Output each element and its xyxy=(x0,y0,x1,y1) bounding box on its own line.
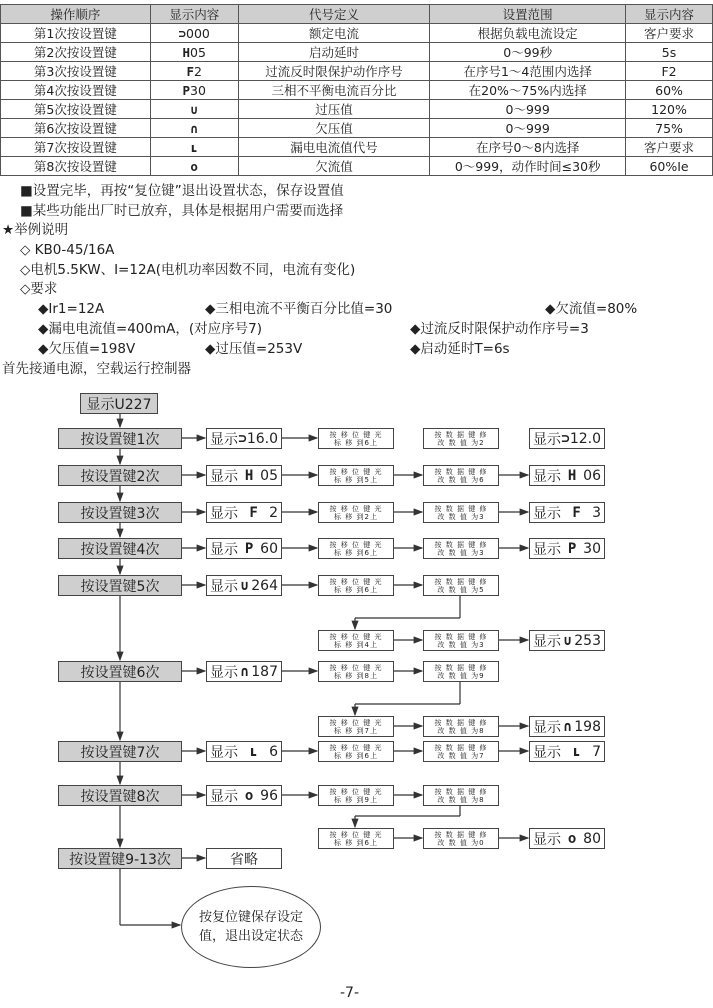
display-box: 显示 ∩ 187 xyxy=(206,661,282,682)
req-5: ◆过流反时限保护动作序号=3 xyxy=(410,321,589,337)
display-box: 显示 F 2 xyxy=(206,502,282,523)
result-display-box: 显示 ∪ 253 xyxy=(529,630,605,651)
end-line-1: 按复位键保存设定 xyxy=(198,910,303,925)
display-box: 显示 P 60 xyxy=(206,538,282,559)
shift-key-step: 按 移 位 键 光 标 移 到4上 xyxy=(318,630,394,651)
step-cell: 第1次按设置键 xyxy=(1,24,151,43)
req-4: ◆漏电电流值=400mA，(对应序号7) xyxy=(38,321,262,337)
data-key-step: 按 数 据 键 修 改 数 值 为6 xyxy=(423,465,499,486)
definition-cell: 启动延时 xyxy=(238,43,430,62)
header-definition: 代号定义 xyxy=(238,5,430,24)
req-6: ◆欠压值=198V xyxy=(38,341,136,357)
segment-code-icon: F xyxy=(249,504,258,521)
definition-cell: 漏电电流值代号 xyxy=(238,138,430,157)
display-cell: 客户要求 xyxy=(626,138,713,157)
step-cell: 第5次按设置键 xyxy=(1,100,151,119)
definition-cell: 过流反时限保护动作序号 xyxy=(238,62,430,81)
step-box: 按设置键5次 xyxy=(58,575,182,596)
step-box: 按设置键8次 xyxy=(58,785,182,806)
segment-code-icon: ∩ xyxy=(240,663,249,680)
segment-code-icon: H xyxy=(182,44,190,60)
shift-key-step: 按 移 位 键 光 标 移 到6上 xyxy=(318,741,394,762)
display-box: 显示 ⊃ 16.0 xyxy=(206,428,282,449)
definition-cell: 过压值 xyxy=(238,100,430,119)
segment-code-icon: ʟ xyxy=(249,743,258,760)
display-cell: 客户要求 xyxy=(626,24,713,43)
data-key-step: 按 数 据 键 修 改 数 值 为8 xyxy=(423,785,499,806)
shift-key-step: 按 移 位 键 光 标 移 到5上 xyxy=(318,465,394,486)
shift-key-step: 按 移 位 键 光 标 移 到6上 xyxy=(318,575,394,596)
data-key-step: 按 数 据 键 修 改 数 值 为7 xyxy=(423,741,499,762)
range-cell: 0～99秒 xyxy=(430,43,626,62)
data-key-step: 按 数 据 键 修 改 数 值 为9 xyxy=(423,661,499,682)
result-display-box: 显示 H 06 xyxy=(529,465,605,486)
display-cell: F2 xyxy=(626,62,713,81)
segment-code-icon: F xyxy=(572,504,581,521)
code-cell: F2 xyxy=(150,62,238,81)
segment-code-icon: F xyxy=(186,63,194,79)
segment-code-icon: H xyxy=(244,467,254,484)
result-display-box: 显示 ʟ 7 xyxy=(529,741,605,762)
display-box: 显示 H 05 xyxy=(206,465,282,486)
data-key-step: 按 数 据 键 修 改 数 值 为8 xyxy=(423,716,499,737)
req-2: ◆三相电流不平衡百分比值=30 xyxy=(205,301,393,317)
step-cell: 第8次按设置键 xyxy=(1,157,151,176)
shift-key-step: 按 移 位 键 光 标 移 到6上 xyxy=(318,828,394,849)
data-key-step: 按 数 据 键 修 改 数 值 为0 xyxy=(423,828,499,849)
segment-code-icon: ∪ xyxy=(190,101,198,117)
example-title: ★举例说明 xyxy=(2,222,69,238)
step-cell: 第2次按设置键 xyxy=(1,43,151,62)
header-code: 显示内容 xyxy=(150,5,238,24)
result-display-box: 显示 ⊃ 12.0 xyxy=(529,428,605,449)
range-cell: 0～999 xyxy=(430,119,626,138)
segment-code-icon: o xyxy=(190,158,198,174)
definition-cell: 欠压值 xyxy=(238,119,430,138)
definition-cell: 三相不平衡电流百分比 xyxy=(238,81,430,100)
segment-code-icon: ∩ xyxy=(190,120,198,136)
step-cell: 第6次按设置键 xyxy=(1,119,151,138)
motor: ◇电机5.5KW、I=12A(电机功率因数不同，电流有变化) xyxy=(20,262,356,278)
req-3: ◆欠流值=80% xyxy=(545,301,638,317)
result-display-box: 显示 ∩ 198 xyxy=(529,716,605,737)
segment-code-icon: P xyxy=(567,540,577,557)
code-cell: P30 xyxy=(150,81,238,100)
segment-code-icon: ʟ xyxy=(572,743,581,760)
segment-code-icon: ∩ xyxy=(563,718,572,735)
shift-key-step: 按 移 位 键 光 标 移 到6上 xyxy=(318,538,394,559)
segment-code-icon: o xyxy=(567,830,577,847)
req-8: ◆启动延时T=6s xyxy=(410,341,510,357)
step-box: 按设置键9-13次 xyxy=(58,848,182,869)
segment-code-icon: ⊃ xyxy=(561,430,570,447)
data-key-step: 按 数 据 键 修 改 数 值 为5 xyxy=(423,575,499,596)
code-cell: ⊃000 xyxy=(150,24,238,43)
segment-code-icon: H xyxy=(567,467,577,484)
result-display-box: 显示 o 80 xyxy=(529,828,605,849)
segment-code-icon: ʟ xyxy=(190,139,198,155)
header-range: 设置范围 xyxy=(430,5,626,24)
header-step: 操作顺序 xyxy=(1,5,151,24)
model: ◇ KB0-45/16A xyxy=(20,242,115,258)
range-cell: 在序号1～4范围内选择 xyxy=(430,62,626,81)
display-cell: 60% xyxy=(626,81,713,100)
data-key-step: 按 数 据 键 修 改 数 值 为3 xyxy=(423,502,499,523)
req-title: ◇要求 xyxy=(20,281,58,297)
definition-cell: 额定电流 xyxy=(238,24,430,43)
result-display-box: 显示 P 30 xyxy=(529,538,605,559)
step-box: 按设置键1次 xyxy=(58,428,182,449)
segment-code-icon: ∪ xyxy=(563,632,572,649)
display-cell: 120% xyxy=(626,100,713,119)
segment-code-icon: ⊃ xyxy=(238,430,247,447)
data-key-step: 按 数 据 键 修 改 数 值 为3 xyxy=(423,538,499,559)
range-cell: 在20%～75%内选择 xyxy=(430,81,626,100)
display-cell: 60%Ie xyxy=(626,157,713,176)
shift-key-step: 按 移 位 键 光 标 移 到9上 xyxy=(318,785,394,806)
code-cell: H05 xyxy=(150,43,238,62)
header-display: 显示内容 xyxy=(626,5,713,24)
segment-code-icon: P xyxy=(182,82,190,98)
step-cell: 第4次按设置键 xyxy=(1,81,151,100)
display-cell: 75% xyxy=(626,119,713,138)
range-cell: 根据负载电流设定 xyxy=(430,24,626,43)
step-box: 按设置键6次 xyxy=(58,661,182,682)
start-box: 显示U227 xyxy=(80,393,158,414)
omit-box: 省略 xyxy=(206,848,282,869)
step-box: 按设置键7次 xyxy=(58,741,182,762)
start-instruction: 首先接通电源，空载运行控制器 xyxy=(2,361,191,377)
step-box: 按设置键3次 xyxy=(58,502,182,523)
range-cell: 0～999 xyxy=(430,100,626,119)
shift-key-step: 按 移 位 键 光 标 移 到2上 xyxy=(318,502,394,523)
step-cell: 第7次按设置键 xyxy=(1,138,151,157)
step-cell: 第3次按设置键 xyxy=(1,62,151,81)
shift-key-step: 按 移 位 键 光 标 移 到6上 xyxy=(318,428,394,449)
display-cell: 5s xyxy=(626,43,713,62)
segment-code-icon: P xyxy=(244,540,254,557)
range-cell: 在序号0～8内选择 xyxy=(430,138,626,157)
req-1: ◆Ir1=12A xyxy=(38,301,105,317)
page-number: -7- xyxy=(340,985,360,1001)
display-box: 显示 o 96 xyxy=(206,785,282,806)
result-display-box: 显示 F 3 xyxy=(529,502,605,523)
definition-cell: 欠流值 xyxy=(238,157,430,176)
note-2: ■某些功能出厂时已放弃，具体是根据用户需要而选择 xyxy=(20,203,344,219)
req-7: ◆过压值=253V xyxy=(205,341,303,357)
shift-key-step: 按 移 位 键 光 标 移 到7上 xyxy=(318,716,394,737)
segment-code-icon: ⊃ xyxy=(178,25,187,41)
step-box: 按设置键2次 xyxy=(58,465,182,486)
step-box: 按设置键4次 xyxy=(58,538,182,559)
segment-code-icon: ∪ xyxy=(240,577,249,594)
note-1: ■设置完毕，再按“复位键”退出设置状态，保存设置值 xyxy=(20,183,344,199)
display-box: 显示 ∪ 264 xyxy=(206,575,282,596)
data-key-step: 按 数 据 键 修 改 数 值 为2 xyxy=(423,428,499,449)
segment-code-icon: o xyxy=(244,787,254,804)
end-ellipse xyxy=(181,886,321,968)
shift-key-step: 按 移 位 键 光 标 移 到8上 xyxy=(318,661,394,682)
end-line-2: 值，退出设定状态 xyxy=(198,929,303,944)
display-box: 显示 ʟ 6 xyxy=(206,741,282,762)
data-key-step: 按 数 据 键 修 改 数 值 为3 xyxy=(423,630,499,651)
range-cell: 0～999，动作时间≤30秒 xyxy=(430,157,626,176)
